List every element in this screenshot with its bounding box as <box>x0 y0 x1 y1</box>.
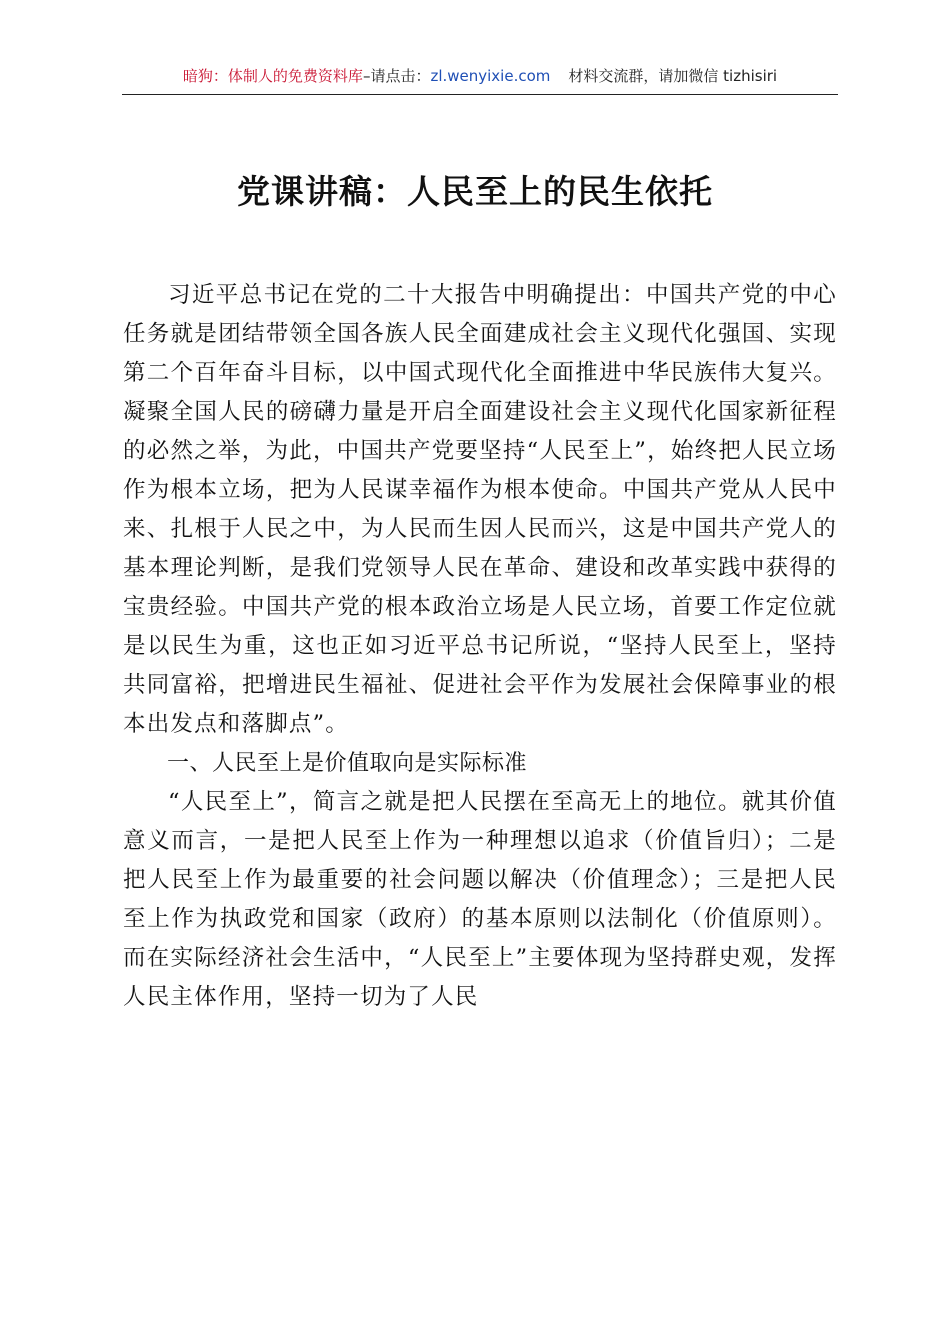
document-title: 党课讲稿：人民至上的民生依托 <box>237 172 713 211</box>
section-heading-1: 一、人民至上是价值取向是实际标准 <box>167 751 528 776</box>
header-prompt: –请点击： <box>362 67 431 85</box>
paragraph-section-1: “人民至上”，简言之就是把人民摆在至高无上的地位。就其价值意义而言，一是把人民至上作为一种理想以追求（价值旨归）；二是把人民至上作为最重要的社会问题以解决（价值理念）；三是把人民至上作为执政党和国家（政府）的基本原则以法制化（价值原则）。而在实际经济社会生活中，“人民至上”主要体现为坚持群史观，发挥人民主体作用，坚持一切为了人民 <box>123 789 837 1010</box>
document-body <box>123 276 837 1017</box>
header-brand: 暗狗：体制人的免费资料库 <box>182 67 363 85</box>
header-contact: 材料交流群，请加微信 tizhisiri <box>568 67 778 85</box>
page-header <box>122 66 838 95</box>
paragraph-intro: 习近平总书记在党的二十大报告中明确提出：中国共产党的中心任务就是团结带领全国各族人民全面建成社会主义现代化强国、实现第二个百年奋斗目标，以中国式现代化全面推进中华民族伟大复兴。凝聚全国人民的磅礴力量是开启全面建设社会主义现代化国家新征程的必然之举，为此，中国共产党要坚持“人民至上”，始终把人民立场作为根本立场，把为人民谋幸福作为根本使命。中国共产党从人民中来、扎根于人民之中，为人民而生因人民而兴，这是中国共产党人的基本理论判断，是我们党领导人民在革命、建设和改革实践中获得的宝贵经验。中国共产党的根本政治立场是人民立场，首要工作定位就是以民生为重，这也正如习近平总书记所说，“坚持人民至上，坚持共同富裕，把增进民生福祉、促进社会平作为发展社会保障事业的根本出发点和落脚点”。 <box>123 282 837 737</box>
header-url-link[interactable]: zl.wenyixie.com <box>430 67 551 85</box>
